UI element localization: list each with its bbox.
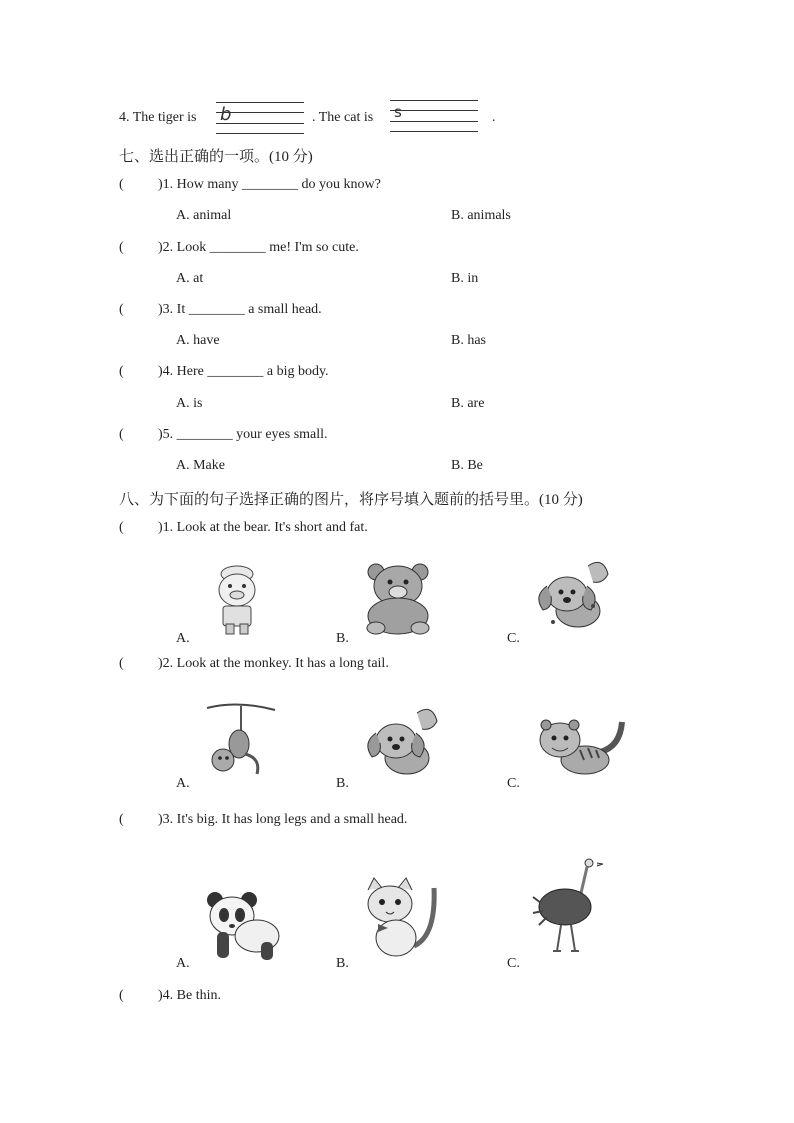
s7-q3-stem: )3. It ________ a small head. (158, 302, 322, 317)
s7-q4-option-b[interactable]: B. are (451, 396, 485, 411)
ostrich-icon[interactable] (531, 855, 603, 955)
s8-q2-label-c: C. (507, 776, 520, 791)
s7-q3-paren: ( (119, 302, 124, 317)
tiger-icon[interactable] (530, 712, 630, 782)
section8-title: 八、为下面的句子选择正确的图片，将序号填入题前的括号里。(10 分) (119, 492, 583, 508)
q4-suffix: . (492, 110, 496, 125)
s7-q3-option-a[interactable]: A. have (176, 333, 220, 348)
q4-prefix: 4. The tiger is (119, 110, 197, 125)
s8-q1-label-c: C. (507, 631, 520, 646)
s7-q2-paren: ( (119, 240, 124, 255)
dog-icon[interactable] (362, 703, 442, 781)
s7-q5-option-b[interactable]: B. Be (451, 458, 483, 473)
s7-q1-option-b[interactable]: B. animals (451, 208, 511, 223)
s8-q2-paren: ( (119, 656, 124, 671)
s8-q3-label-a: A. (176, 956, 190, 971)
dog-icon[interactable] (533, 556, 613, 634)
s7-q1-stem: )1. How many ________ do you know? (158, 177, 381, 192)
cat-icon[interactable] (360, 876, 442, 962)
s7-q5-option-a[interactable]: A. Make (176, 458, 225, 473)
bear-icon[interactable] (362, 560, 434, 636)
s8-q3-paren: ( (119, 812, 124, 827)
s7-q1-paren: ( (119, 177, 124, 192)
s7-q3-option-b[interactable]: B. has (451, 333, 486, 348)
s8-q3-stem: )3. It's big. It has long legs and a small head. (158, 812, 408, 827)
s8-q3-label-c: C. (507, 956, 520, 971)
s7-q1-option-a[interactable]: A. animal (176, 208, 232, 223)
pig-icon[interactable] (208, 560, 266, 638)
s7-q2-stem: )2. Look ________ me! I'm so cute. (158, 240, 359, 255)
section7-title: 七、选出正确的一项。(10 分) (119, 149, 313, 165)
s8-q1-paren: ( (119, 520, 124, 535)
s7-q2-option-b[interactable]: B. in (451, 271, 479, 286)
s8-q1-stem: )1. Look at the bear. It's short and fat. (158, 520, 368, 535)
handwriting-box-1[interactable] (216, 102, 304, 134)
handwriting-box-2[interactable] (390, 100, 478, 132)
handwriting-answer-1: b (220, 104, 232, 125)
s8-q2-stem: )2. Look at the monkey. It has a long tail. (158, 656, 389, 671)
s8-q2-label-a: A. (176, 776, 190, 791)
s8-q4-stem: )4. Be thin. (158, 988, 221, 1003)
q4-middle: . The cat is (312, 110, 374, 125)
s8-q1-label-b: B. (336, 631, 349, 646)
handwriting-answer-2: s (394, 103, 402, 121)
s8-q2-label-b: B. (336, 776, 349, 791)
s7-q5-stem: )5. ________ your eyes small. (158, 427, 328, 442)
s7-q2-option-a[interactable]: A. at (176, 271, 204, 286)
s7-q4-stem: )4. Here ________ a big body. (158, 364, 329, 379)
s8-q1-label-a: A. (176, 631, 190, 646)
s7-q4-option-a[interactable]: A. is (176, 396, 203, 411)
s8-q4-paren: ( (119, 988, 124, 1003)
panda-icon[interactable] (205, 888, 283, 964)
s8-q3-label-b: B. (336, 956, 349, 971)
s7-q4-paren: ( (119, 364, 124, 379)
monkey-icon[interactable] (205, 700, 277, 780)
s7-q5-paren: ( (119, 427, 124, 442)
